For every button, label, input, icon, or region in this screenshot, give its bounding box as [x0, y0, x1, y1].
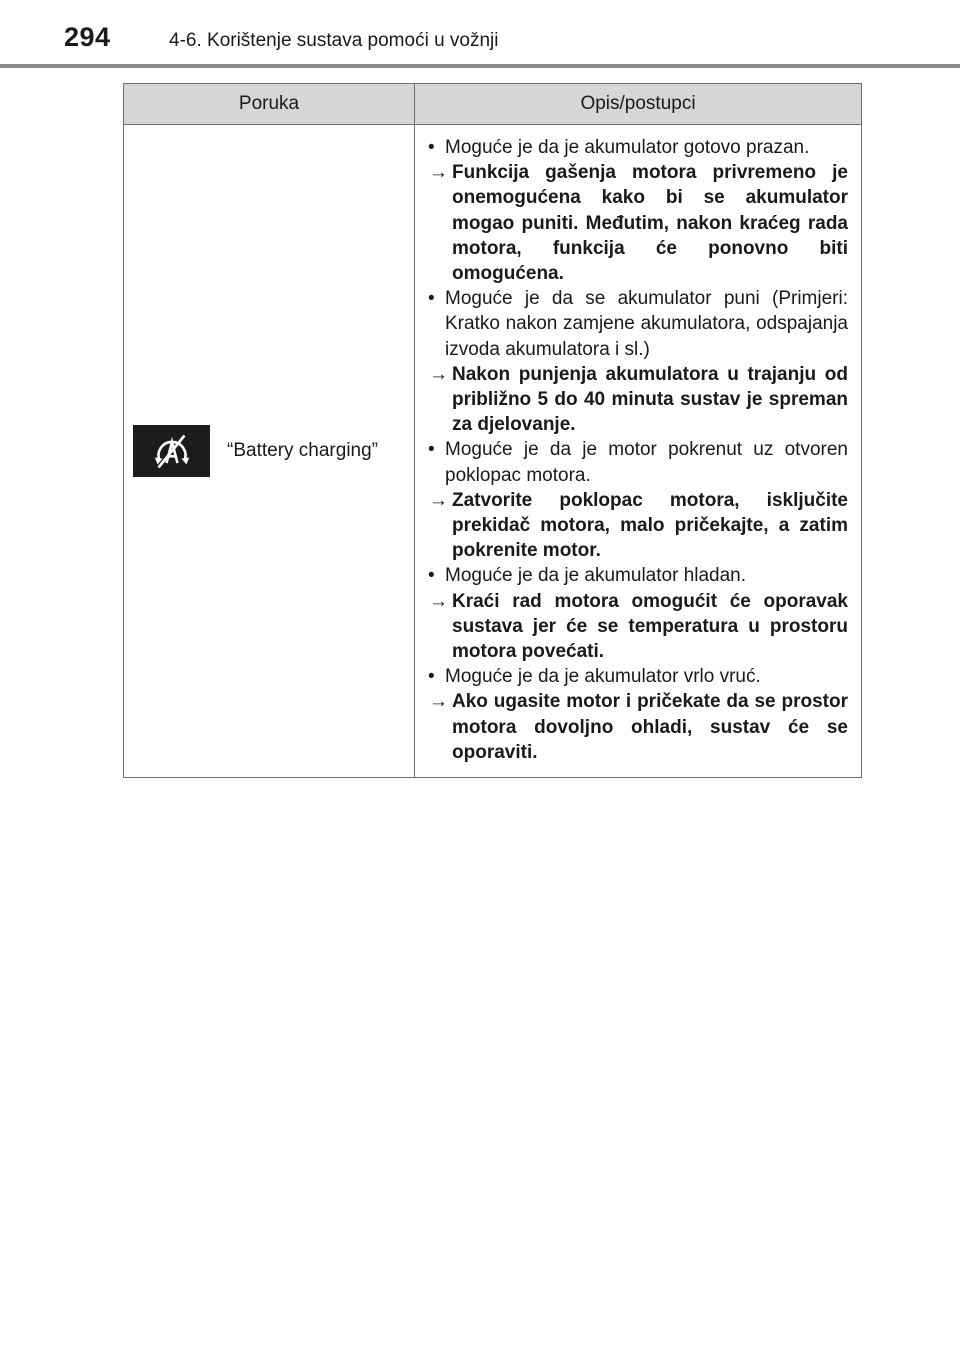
action-item: → Nakon punjenja akumulatora u trajanju od približno 5 do 40 minuta sustav je spreman za djelovanje. — [429, 363, 848, 436]
description-cell — [415, 125, 862, 778]
description-list — [427, 135, 848, 765]
message-text: “Battery charging” — [227, 440, 379, 462]
section-title: 4-6. Korištenje sustava pomoći u vožnji — [169, 30, 499, 51]
cause-item: • Moguće je da je motor pokrenut uz otvoren poklopac motora. — [427, 437, 848, 487]
cause-item: • Moguće je da je akumulator gotovo prazan. — [427, 135, 848, 160]
table-header-row — [124, 84, 862, 125]
action-item: → Funkcija gašenja motora privremeno je onemogućena kako bi se akumulator mogao puniti. Međutim, nakon kraćeg rada motora, funkcija će ponovno biti omogućena. — [429, 162, 848, 285]
action-item: → Ako ugasite motor i pričekate da se prostor motora dovoljno ohladi, sustav će se oporaviti. — [429, 691, 848, 763]
cause-item: • Moguće je da je akumulator hladan. — [427, 563, 848, 588]
cause-item: • Moguće je da je akumulator vrlo vruć. — [427, 664, 848, 689]
page-header — [0, 0, 960, 70]
action-item: → Kraći rad motora omogućit će oporavak sustava jer će se temperatura u prostoru motora povećati. — [429, 590, 848, 663]
right-arrow-icon: → — [429, 489, 448, 511]
right-arrow-icon: → — [429, 363, 448, 385]
cause-item: • Moguće je da se akumulator puni (Primjeri: Kratko nakon zamjene akumulatora, odspajanja izvoda akumulatora i sl.) — [427, 286, 848, 362]
table-row — [124, 125, 862, 778]
right-arrow-icon: → — [429, 162, 448, 184]
right-arrow-icon: → — [429, 590, 448, 612]
message-table — [123, 83, 862, 778]
stop-start-off-icon — [133, 425, 210, 477]
column-header-description: Opis/postupci — [415, 84, 862, 125]
action-item: → Zatvorite poklopac motora, isključite prekidač motora, malo pričekajte, a zatim pokrenite motor. — [429, 489, 848, 562]
right-arrow-icon: → — [429, 691, 448, 713]
column-header-message: Poruka — [124, 84, 415, 125]
message-cell — [124, 125, 415, 778]
page-number: 294 — [64, 22, 111, 52]
header-rule — [0, 64, 960, 68]
